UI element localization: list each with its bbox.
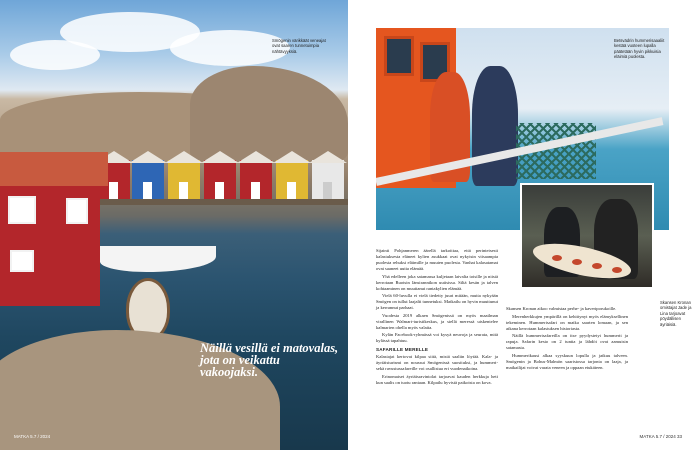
body-paragraph: Näillä hummerisafareilla on itse pyydystetyt hummerit ja rapuja. Safarin kesto on 2 tuntia ja lähdöt ovat aamuisin satamasta. (506, 333, 628, 350)
boathouse (132, 160, 164, 200)
body-paragraph: Vielä 60-luvulla ei vielä tiedetty juuri mitään, mutta nykyään Smögen on tullut laajalti tunnetuksi. Matkailu on hyvin muuttunut ja kerrannut parhaat. (376, 293, 498, 310)
pull-quote: Näillä vesillä ei matovalas, jota on veikattu vakoojaksi. (200, 341, 339, 379)
photo-caption-restaurant: Skansen Kronan omistajat Jade ja Lina tarjoavat pöydällisen äyriäisiä. (660, 300, 692, 327)
body-paragraph: Hummerikausi alkaa syyskuun lopulla ja jatkuu talveen. Smögenin ja Bohus-Malmön saaristossa tarjonta on laaja, ja matkailijat voivat varata veneen ja oppaan etukäteen. (506, 352, 628, 370)
boathouse (240, 160, 272, 200)
motorboat (100, 246, 216, 272)
text-column-1 (376, 248, 498, 434)
fisher-person (472, 66, 518, 186)
folio-right: MATKA 5.7 / 2024 33 (639, 434, 682, 439)
boathouse (204, 160, 236, 200)
pier (95, 199, 348, 205)
photo-caption-boat: Betsvädrin hummerisaaaliit kestää vuoteen lupalla päätetään hyvin pikkuisia eläimiä puolesta. (614, 38, 665, 60)
body-paragraph: Erinomaiset äyriäisravintolat tarjoavat kauden herkkuja heti kun saalis on tuotu rantaan. Kilpailu hyvistä paikoista on kova. (376, 373, 498, 385)
text-column-2 (506, 306, 628, 434)
boathouse (312, 160, 344, 200)
red-house (0, 158, 100, 306)
boathouse (168, 160, 200, 200)
body-paragraph: Skansen Kronan aikoo valmistaa perhe- ja kaveriporukoille. (506, 306, 617, 311)
body-paragraph: Sijainti Pohjanmeren äärellä tarkoittaa, että perinteisesti kalastuksesta eläneet kylien asukkaat ovat nykyisin viisaampia puolesta rehuksi eläimille ja muuten puolesta. Vanhat kalasatamat ovat saaneet uutta elämää. (376, 248, 498, 271)
photo-caption-left: Smögenin värikkäät veneajat ovat saaren tunnetuimpia nähtävyyksiä. (272, 38, 326, 54)
body-paragraph: Merenherkkujen ympärillä on kehittynyt myös elämyksellinen tekeminen. Hummerisafari on matka saarten lomaan, ja sen aikana kerrotaan kalastuksen historiasta. (506, 313, 628, 331)
boathouse (276, 160, 308, 200)
rock-cliff (190, 66, 348, 162)
folio-left: MATKA 5.7 / 2024 (14, 434, 51, 439)
section-heading: SAFARILLE MERELLE (376, 347, 429, 352)
body-paragraph: Yhä edelleen joka satamassa kuljetaan laivalta toisille ja niistä kerrotaan Ruotsin länsirannikon uutisissa. Siltä kesän ja talven kohtaaminen on muuttanut rantakylien elämää. (376, 273, 498, 291)
body-paragraph: Vuodesta 2019 alkaen Smögenissä on myös maailman virallinen Walmart-turistikeskus, ja siellä meressä uiskentelee kalmarien ohella myös valaita. (376, 312, 498, 330)
body-paragraph: Kylän Facebook-ryhmässä voi kysyä neuvoja ja seurata, mitä kylässä tapahtuu. (376, 332, 498, 343)
cloud (10, 40, 100, 70)
right-page (348, 0, 696, 450)
body-paragraph: Kalastajat kertovat kilpaa siitä, mistä saaliin löytää. Kala- ja äyriäisturismi on noussut Smögenissä suosituksi, ja hummeri- sekä ravustussafareille voi osallistua eri vuodenaikoina. (376, 354, 498, 371)
restaurant-photo (520, 183, 654, 289)
